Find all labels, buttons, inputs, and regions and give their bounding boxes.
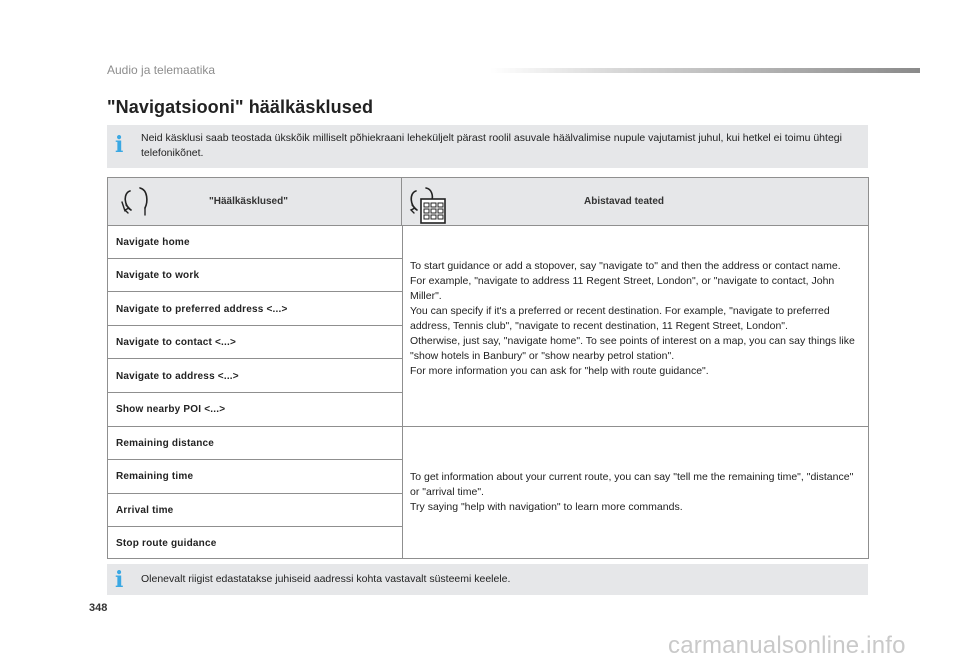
voice-command-icon — [118, 184, 152, 223]
keypad-message-icon — [406, 184, 446, 229]
info-icon: i — [115, 132, 124, 158]
group-divider — [108, 426, 868, 427]
command-arrival-time: Arrival time — [116, 505, 174, 516]
table-header-messages — [402, 178, 868, 225]
col-commands-label: "Häälkäsklused" — [209, 196, 288, 207]
command-navigate-address: Navigate to address <...> — [116, 371, 239, 382]
info-text-top: Neid käsklusi saab teostada ükskõik milliselt põhiekraani leheküljelt pärast roolil asuvale häälvalimise nupule vajutamist juhul, kui hetkel ei toimu ühtegi telefonikõnet. — [141, 132, 842, 159]
column-divider — [402, 225, 403, 558]
row-divider — [108, 258, 402, 259]
command-remaining-time: Remaining time — [116, 471, 194, 482]
row-divider — [108, 392, 402, 393]
row-divider — [108, 459, 402, 460]
info-box-top — [107, 125, 868, 168]
command-navigate-home: Navigate home — [116, 237, 190, 248]
row-divider — [108, 526, 402, 527]
info-text-bottom: Olenevalt riigist edastatakse juhiseid aadressi kohta vastavalt süsteemi keelele. — [141, 573, 511, 585]
command-stop-route-guidance: Stop route guidance — [116, 538, 217, 549]
watermark: carmanualsonline.info — [668, 632, 906, 659]
navigation-help-message: To start guidance or add a stopover, say "navigate to" and then the address or contact name. For example, "navigate to address 11 Regent Street, London", or "navigate to contact, John Miller". You can specify if it's a preferred or recent destination. For example, "navigate to preferred address, Tennis club", "navigate to recent destination, 11 Regent Street, London". Otherwise, just say, "navigate home". To see points of interest on a map, you can say things like "show hotels in Banbury" or "show nearby petrol station". For more information you can ask for "help with route guidance". — [410, 260, 855, 377]
route-info-message: To get information about your current route, you can say "tell me the remaining time", "distance" or "arrival time". Try saying "help with navigation" to learn more commands. — [410, 471, 854, 513]
table-header-commands — [108, 178, 402, 225]
voice-commands-table — [107, 177, 869, 559]
command-navigate-preferred-address: Navigate to preferred address <...> — [116, 304, 288, 315]
info-icon: i — [115, 567, 124, 593]
row-divider — [108, 291, 402, 292]
page-number: 348 — [89, 602, 108, 614]
section-header: Audio ja telemaatika — [107, 63, 216, 77]
row-divider — [108, 493, 402, 494]
command-show-nearby-poi: Show nearby POI <...> — [116, 404, 226, 415]
command-remaining-distance: Remaining distance — [116, 438, 215, 449]
row-divider — [108, 358, 402, 359]
row-divider — [108, 325, 402, 326]
header-decorative-bar — [490, 68, 920, 73]
col-messages-label: Abistavad teated — [584, 196, 665, 207]
command-navigate-contact: Navigate to contact <...> — [116, 337, 237, 348]
command-navigate-work: Navigate to work — [116, 270, 200, 281]
info-box-bottom — [107, 564, 868, 595]
header-divider — [108, 225, 868, 226]
page-title: "Navigatsiooni" häälkäsklused — [107, 97, 374, 117]
